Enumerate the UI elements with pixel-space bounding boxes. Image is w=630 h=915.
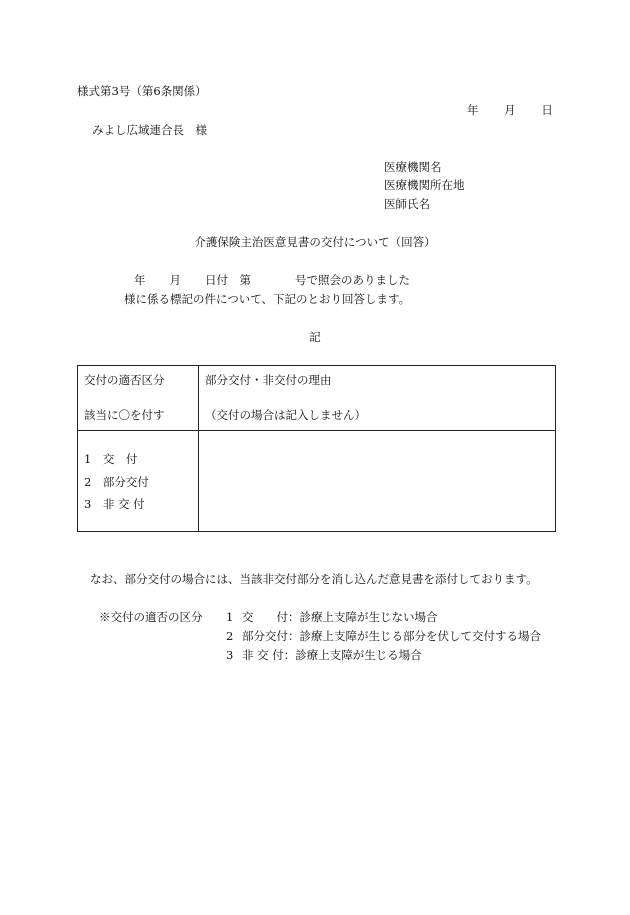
body-year: 年 [134,273,146,287]
sender-institution-name: 医療機関名 [384,160,442,174]
header-left-cell [78,366,199,431]
legend-text-2: 部分交付：診療上支障が生じる部分を伏して交付する場合 [242,629,541,643]
option-bubun-koufu[interactable]: 2 部分交付 [84,474,149,489]
legend-num-2: 2 [226,629,234,643]
option-hi-koufu[interactable]: 3 非 交 付 [84,497,145,511]
legend-num-3: 3 [226,648,234,662]
legend-label: ※交付の適否の区分 [99,610,203,624]
header-left-line-2: 該当に〇を付す [84,407,165,422]
body-month: 月 [169,273,181,287]
header-right-cell [199,366,556,431]
table-header-row [78,366,556,431]
answer-table [77,365,556,532]
options-cell [78,431,199,532]
header-right-line-2: （交付の場合は記入しません） [205,407,366,422]
header-right-line-1: 部分交付・非交付の理由 [205,373,332,387]
legend-num-1: 1 [226,610,234,624]
body-day-suffix: 日付 第 [205,273,251,287]
legend-text-1: 交 付：診療上支障が生じない場合 [242,610,438,624]
ki-heading: 記 [309,330,321,344]
note-text: なお、部分交付の場合には、当該非交付部分を消し込んだ意見書を添付しております。 [90,572,538,586]
sender-institution-address: 医療機関所在地 [384,178,465,192]
legend-row-1 [99,610,438,624]
body-line-1 [134,275,410,287]
legend-text-3: 非 交 付：診療上支障が生じる場合 [242,648,422,662]
reason-cell[interactable] [199,431,556,532]
table-body-row [78,431,556,532]
body-number-suffix: 号で照会のありました [295,273,410,287]
header-left-line-1: 交付の適否区分 [84,373,165,387]
addressee: みよし広域連合長 様 [92,123,207,137]
option-koufu[interactable]: 1 交 付 [84,452,138,466]
date-year: 年 [467,103,479,117]
document-title: 介護保険主治医意見書の交付について（回答） [194,235,436,249]
form-number: 様式第3号（第6条関係） [77,84,207,98]
sender-doctor-name: 医師氏名 [384,197,430,211]
date-line [467,105,553,117]
body-line-2: 様に係る標記の件について、下記のとおり回答します。 [124,292,411,306]
date-month: 月 [504,103,516,117]
date-day: 日 [541,103,553,117]
